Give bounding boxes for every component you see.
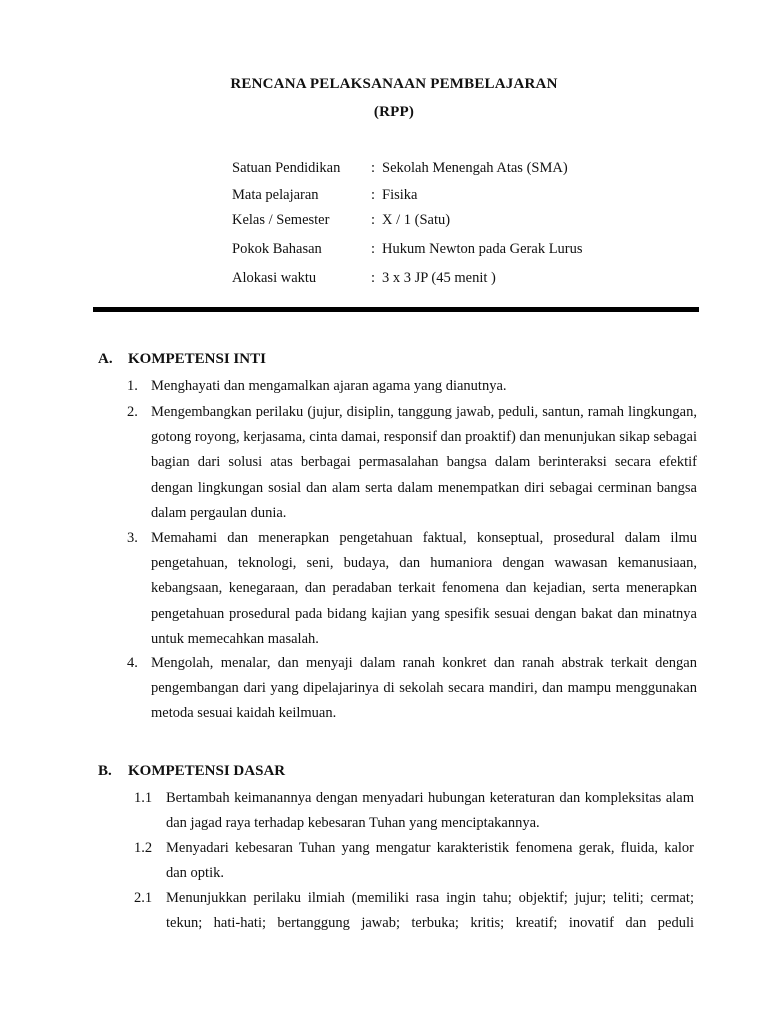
info-value: Sekolah Menengah Atas (SMA) bbox=[382, 160, 568, 176]
item-number: 2.1 bbox=[134, 890, 153, 906]
info-label: Alokasi waktu bbox=[232, 270, 317, 286]
section-letter: A. bbox=[98, 351, 113, 367]
info-label: Mata pelajaran bbox=[232, 187, 319, 203]
info-value: Fisika bbox=[382, 187, 418, 203]
item-number: 1. bbox=[127, 378, 138, 394]
info-label: Satuan Pendidikan bbox=[232, 160, 341, 176]
info-value: X / 1 (Satu) bbox=[382, 212, 451, 228]
item-number: 4. bbox=[127, 655, 138, 671]
item-text: Bertambah keimanannya dengan menyadari hubungan keteraturan dan kompleksitas alam dan jagad raya terhadap kebesaran Tuhan yang menciptakannya. bbox=[166, 790, 694, 832]
section-letter: B. bbox=[98, 763, 112, 779]
info-colon: : bbox=[371, 160, 376, 176]
info-colon: : bbox=[371, 212, 376, 228]
info-colon: : bbox=[371, 270, 376, 286]
item-number: 1.2 bbox=[134, 840, 153, 856]
item-text: Menghayati dan mengamalkan ajaran agama yang dianutnya. bbox=[151, 378, 507, 394]
info-label: Pokok Bahasan bbox=[232, 241, 322, 257]
item-text: Mengolah, menalar, dan menyaji dalam ranah konkret dan ranah abstrak terkait dengan pengembangan dari yang dipelajarinya di sekolah secara mandiri, dan mampu menggunakan metoda sesuai kaidah keilmuan. bbox=[151, 655, 697, 722]
section-title: KOMPETENSI INTI bbox=[128, 351, 266, 367]
document-title: RENCANA PELAKSANAAN PEMBELAJARAN bbox=[230, 76, 558, 92]
item-number: 2. bbox=[127, 404, 138, 420]
info-label: Kelas / Semester bbox=[232, 212, 330, 228]
info-value: 3 x 3 JP (45 menit ) bbox=[382, 270, 496, 286]
item-text: Menunjukkan perilaku ilmiah (memiliki rasa ingin tahu; objektif; jujur; teliti; cermat; tekun; hati-hati; bertanggung jawab; terbuka; kritis; kreatif; inovatif dan peduli bbox=[166, 890, 694, 932]
section-title: KOMPETENSI DASAR bbox=[128, 763, 286, 779]
document-subtitle: (RPP) bbox=[373, 104, 415, 120]
item-text: Mengembangkan perilaku (jujur, disiplin, tanggung jawab, peduli, santun, ramah lingkungan, gotong royong, kerjasama, cinta damai, responsif dan proaktif) dan menunjukan sikap sebagai bagian dari solusi atas berbagai permasalahan bangsa dalam berinteraksi secara efektif dengan lingkungan sosial dan alam serta dalam menempatkan diri sebagai cerminan bangsa dalam pergaulan dunia. bbox=[151, 404, 698, 521]
item-number: 1.1 bbox=[134, 790, 153, 806]
info-colon: : bbox=[371, 241, 376, 257]
item-text: Memahami dan menerapkan pengetahuan faktual, konseptual, prosedural dalam ilmu pengetahuan, teknologi, seni, budaya, dan humaniora dengan wawasan kemanusiaan, kebangsaan, kenegaraan, dan peradaban terkait fenomena dan kejadian, serta menerapkan pengetahuan prosedural pada bidang kajian yang spesifik sesuai dengan bakat dan minatnya untuk memecahkan masalah. bbox=[151, 530, 697, 647]
info-value: Hukum Newton pada Gerak Lurus bbox=[382, 241, 583, 257]
header-divider bbox=[93, 307, 699, 312]
item-number: 3. bbox=[127, 530, 138, 546]
info-colon: : bbox=[371, 187, 376, 203]
item-text: Menyadari kebesaran Tuhan yang mengatur karakteristik fenomena gerak, fluida, kalor dan optik. bbox=[166, 840, 694, 882]
